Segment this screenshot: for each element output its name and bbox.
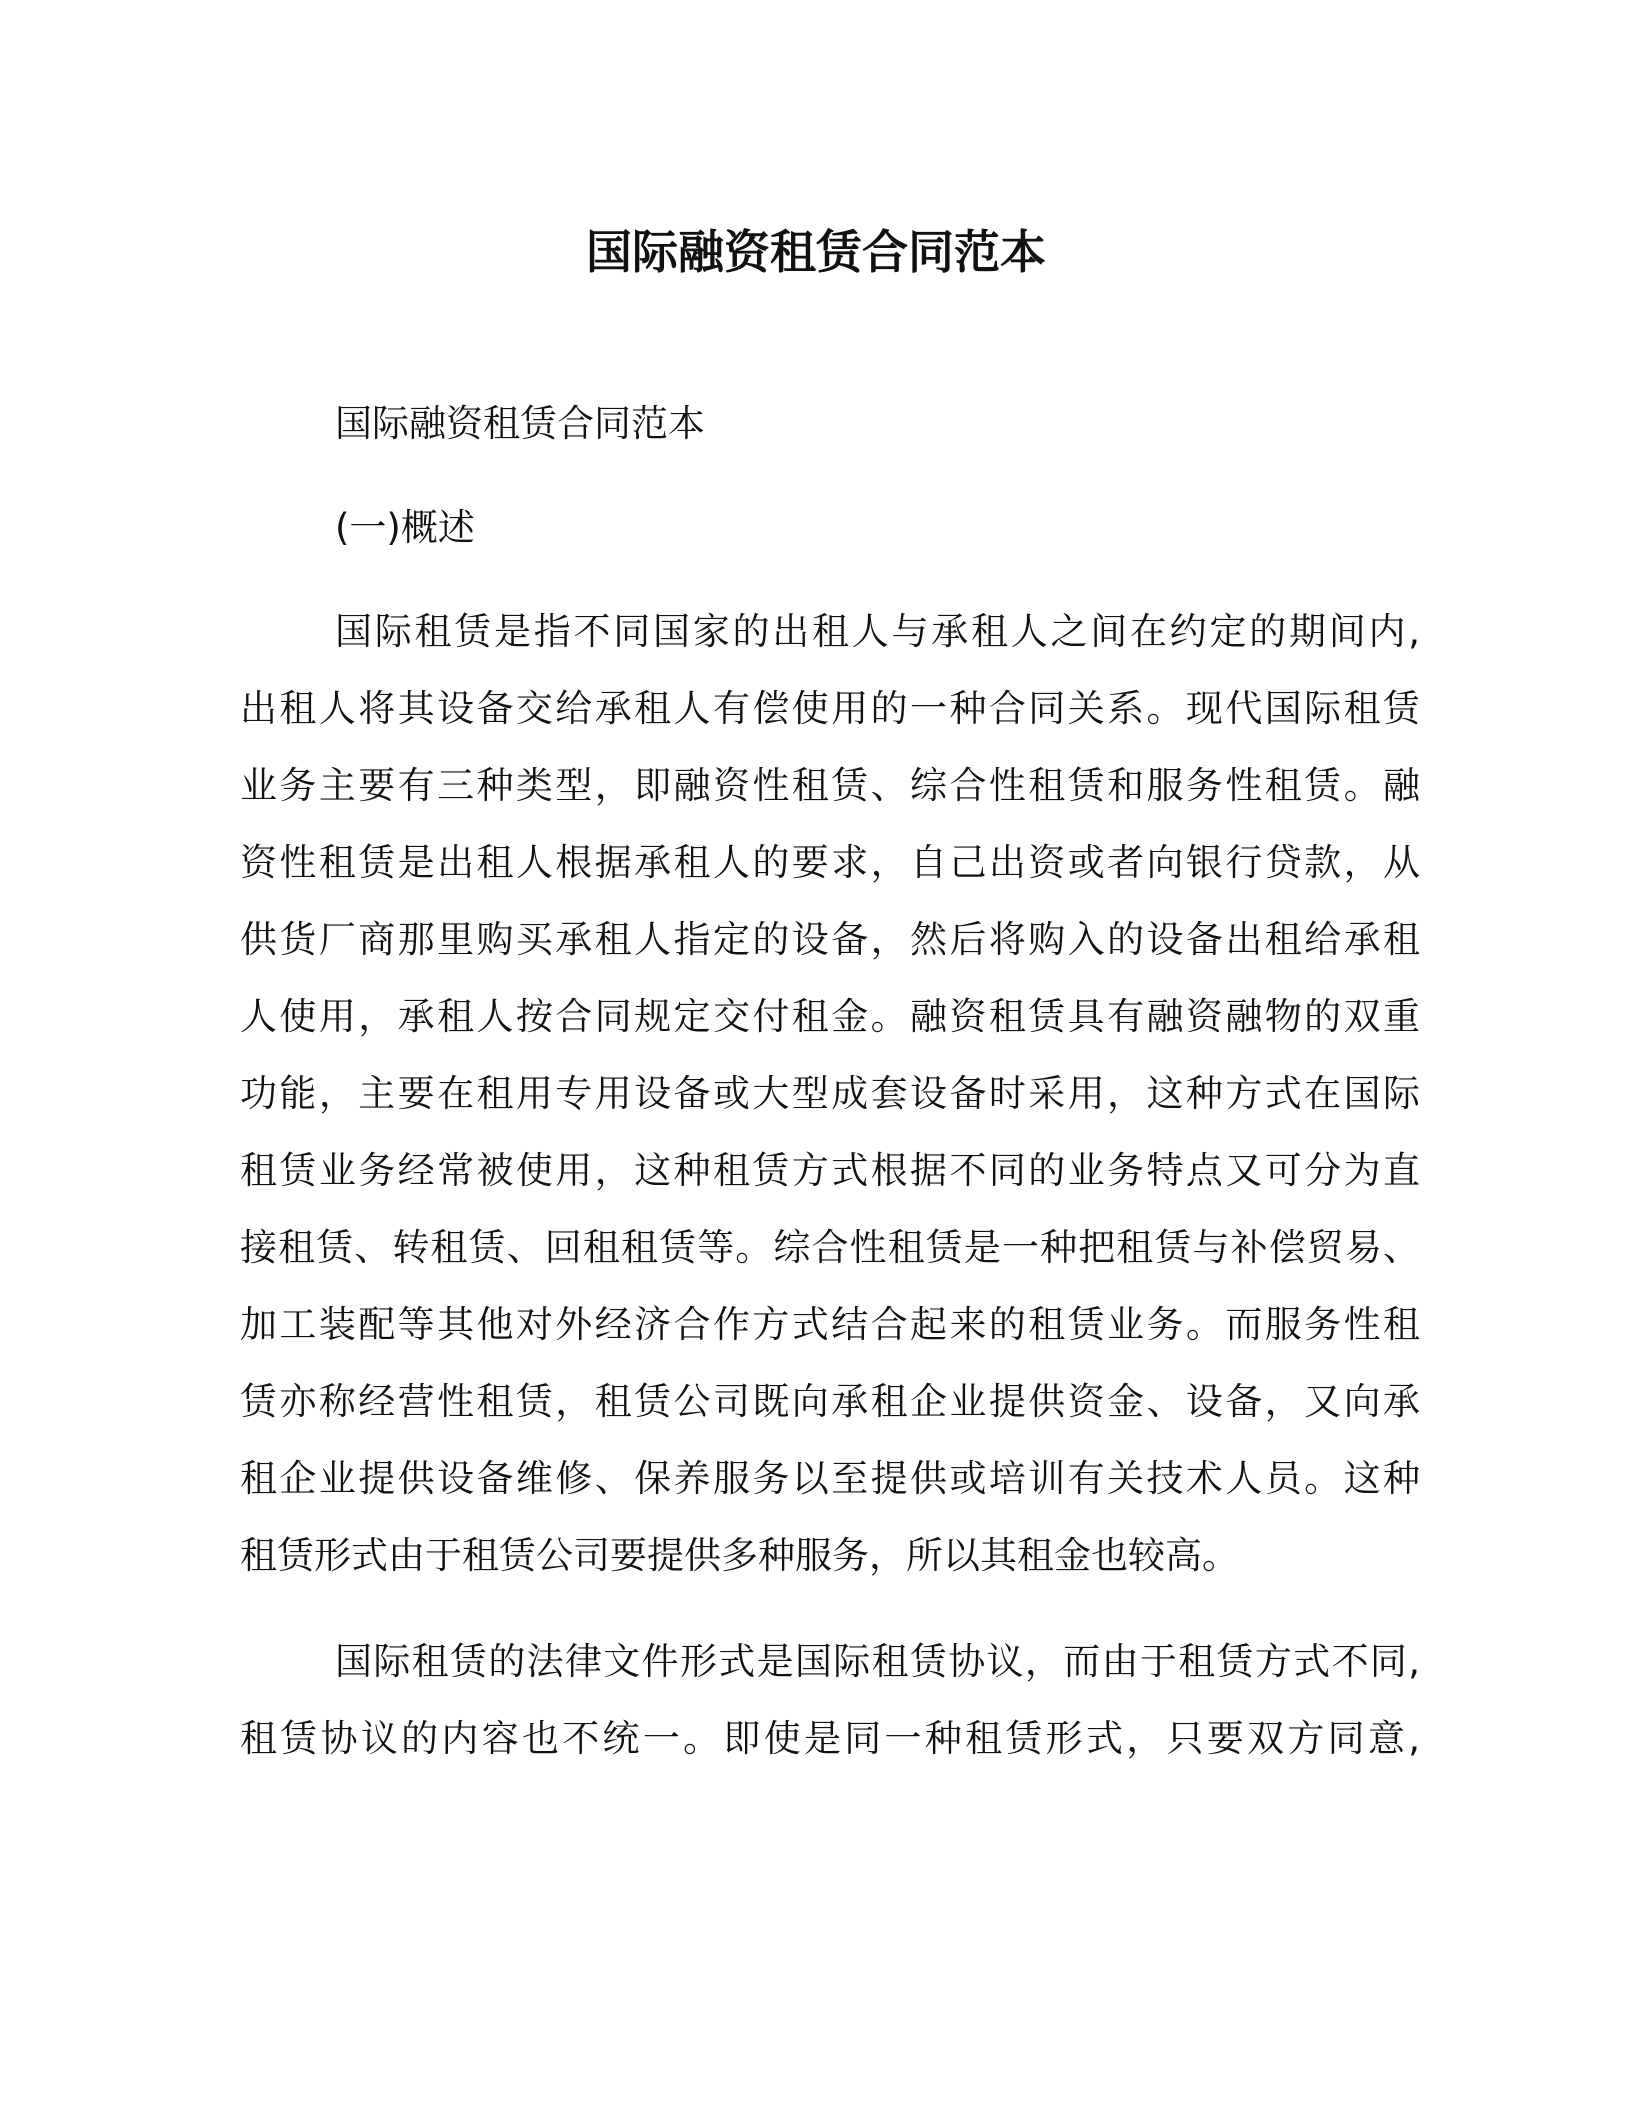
paragraph-line: 资性租赁是出租人根据承租人的要求，自己出资或者向银行贷款，从 [240, 841, 1420, 884]
paragraph-line: 国际租赁的法律文件形式是国际租赁协议，而由于租赁方式不同, [335, 1640, 1420, 1683]
paragraph-line: 出租人将其设备交给承租人有偿使用的一种合同关系。现代国际租赁 [240, 687, 1420, 730]
paragraph-line: 供货厂商那里购买承租人指定的设备，然后将购入的设备出租给承租 [240, 918, 1420, 961]
paragraph-line: 国际租赁是指不同国家的出租人与承租人之间在约定的期间内, [335, 610, 1420, 653]
paragraph-line: 业务主要有三种类型，即融资性租赁、综合性租赁和服务性租赁。融 [240, 764, 1420, 807]
section-heading: (一)概述 [335, 506, 475, 549]
paragraph-line: 租赁协议的内容也不统一。即使是同一种租赁形式，只要双方同意, [240, 1717, 1420, 1760]
paragraph-line: 租企业提供设备维修、保养服务以至提供或培训有关技术人员。这种 [240, 1457, 1420, 1500]
paragraph-overview [240, 606, 1420, 1607]
paragraph-line: 赁亦称经营性租赁，租赁公司既向承租企业提供资金、设备，又向承 [240, 1380, 1420, 1423]
paragraph-line: 租赁形式由于租赁公司要提供多种服务，所以其租金也较高。 [240, 1534, 1239, 1577]
paragraph-line: 租赁业务经常被使用，这种租赁方式根据不同的业务特点又可分为直 [240, 1149, 1420, 1192]
paragraph-line: 加工装配等其他对外经济合作方式结合起来的租赁业务。而服务性租 [240, 1303, 1420, 1346]
paragraph-line: 功能，主要在租用专用设备或大型成套设备时采用，这种方式在国际 [240, 1072, 1420, 1115]
paragraph-legal-documents [240, 1636, 1420, 1790]
document-title: 国际融资租赁合同范本 [586, 225, 1046, 279]
document-subtitle: 国际融资租赁合同范本 [335, 402, 705, 445]
paragraph-line: 接租赁、转租赁、回租租赁等。综合性租赁是一种把租赁与补偿贸易、 [240, 1226, 1420, 1269]
paragraph-line: 人使用，承租人按合同规定交付租金。融资租赁具有融资融物的双重 [240, 995, 1420, 1038]
